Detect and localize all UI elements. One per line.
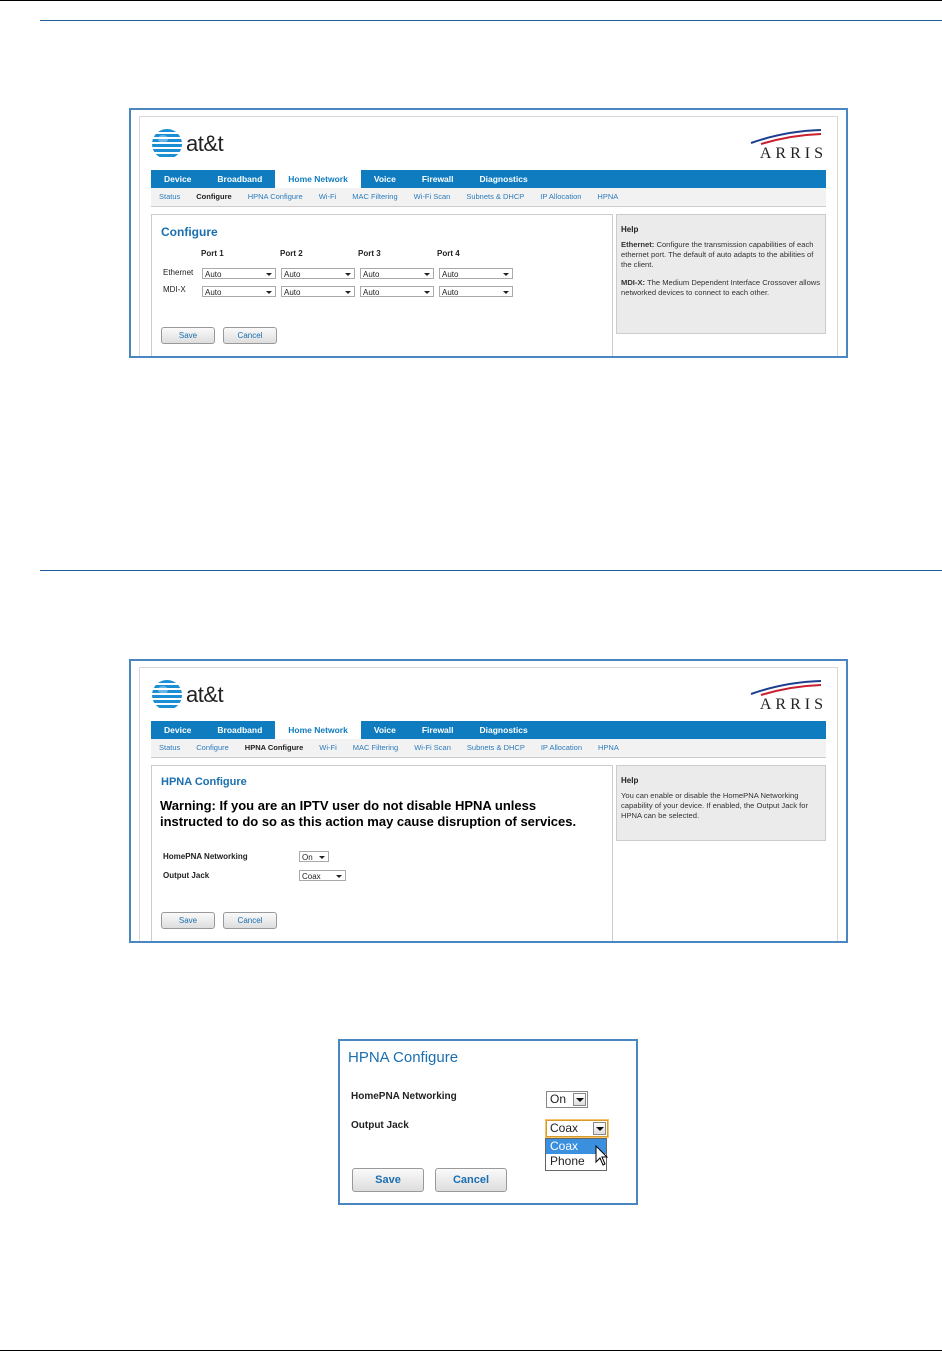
tab-home-network[interactable]: Home Network xyxy=(275,170,361,188)
tab-broadband[interactable]: Broadband xyxy=(217,725,263,735)
select-value: Auto xyxy=(442,270,459,279)
arris-logo xyxy=(747,129,827,163)
hpna-panel xyxy=(151,765,613,941)
option-coax[interactable]: Coax xyxy=(546,1139,606,1154)
subtab-status[interactable]: Status xyxy=(159,743,181,752)
select-value: Coax xyxy=(302,872,321,881)
homepna-networking-select[interactable] xyxy=(299,851,329,862)
hpna-page xyxy=(139,667,838,941)
help-panel xyxy=(616,765,826,841)
select-value: Coax xyxy=(550,1121,579,1135)
section-rule-1 xyxy=(40,20,942,21)
ethernet-port-1-select[interactable] xyxy=(202,268,276,279)
subtab-subnets-dhcp[interactable]: Subnets & DHCP xyxy=(466,743,525,752)
subtab-hpna-configure[interactable]: HPNA Configure xyxy=(244,743,304,752)
arris-swoosh-icon xyxy=(747,680,823,696)
hpna-screenshot xyxy=(129,659,848,943)
dropdown-arrow-icon xyxy=(503,291,509,294)
port-4-header: Port 4 xyxy=(437,249,460,258)
help-mdix-text: The Medium Dependent Interface Crossover allows networked devices to connect to each other. xyxy=(621,278,821,297)
output-jack-select[interactable] xyxy=(546,1120,608,1137)
cancel-button[interactable]: Cancel xyxy=(435,1168,507,1192)
att-wordmark: at&t xyxy=(186,131,224,156)
zoom-title: HPNA Configure xyxy=(348,1049,459,1066)
dropdown-arrow-icon xyxy=(266,291,272,294)
dropdown-arrow-icon xyxy=(345,273,351,276)
subtab-wifi[interactable]: Wi-Fi xyxy=(318,192,337,201)
select-value: Auto xyxy=(363,270,380,279)
subtab-hpna[interactable]: HPNA xyxy=(597,192,619,201)
tab-home-network[interactable]: Home Network xyxy=(275,721,361,739)
dropdown-arrow-icon xyxy=(573,1093,586,1106)
arris-swoosh-icon xyxy=(747,129,823,145)
att-globe-icon xyxy=(152,680,182,710)
dropdown-arrow-icon xyxy=(336,875,342,878)
help-mdix xyxy=(621,278,821,298)
help-panel xyxy=(616,214,826,334)
port-3-header: Port 3 xyxy=(358,249,381,258)
tab-voice[interactable]: Voice xyxy=(373,725,396,735)
tab-device[interactable]: Device xyxy=(164,174,192,184)
cancel-button[interactable]: Cancel xyxy=(223,912,277,929)
page-bottom-rule xyxy=(0,1350,942,1351)
select-value: Auto xyxy=(284,288,301,297)
configure-screenshot xyxy=(129,108,848,358)
homepna-networking-label: HomePNA Networking xyxy=(351,1091,457,1102)
subtab-wifi-scan[interactable]: Wi-Fi Scan xyxy=(414,743,451,752)
mouse-pointer-icon xyxy=(595,1145,609,1167)
output-jack-label: Output Jack xyxy=(351,1120,409,1131)
subtab-mac-filtering[interactable]: MAC Filtering xyxy=(352,192,398,201)
att-wordmark: at&t xyxy=(186,682,224,707)
help-ethernet-text: Configure the transmission capabilities of each ethernet port. The default of auto adapts to the abilities of the client. xyxy=(621,240,814,269)
select-value: On xyxy=(550,1092,567,1106)
select-value: Auto xyxy=(442,288,459,297)
tab-broadband[interactable]: Broadband xyxy=(217,174,263,184)
att-globe-icon xyxy=(152,129,182,159)
dropdown-arrow-icon xyxy=(319,856,325,859)
tab-firewall[interactable]: Firewall xyxy=(421,174,454,184)
subtab-configure[interactable]: Configure xyxy=(196,192,232,201)
help-title: Help xyxy=(621,225,639,234)
port-1-header: Port 1 xyxy=(201,249,224,258)
iptv-warning: Warning: If you are an IPTV user do not disable HPNA unless instructed to do so as this action may cause disruption of services. xyxy=(160,798,577,829)
help-text: You can enable or disable the HomePNA Networking capability of your device. If enabled, the Output Jack for HPNA can be selected. xyxy=(621,791,808,820)
help-ethernet xyxy=(621,240,821,270)
subtab-hpna-configure[interactable]: HPNA Configure xyxy=(247,192,303,201)
save-button[interactable]: Save xyxy=(161,327,215,344)
mdix-port-3-select[interactable] xyxy=(360,286,434,297)
main-nav xyxy=(151,170,826,188)
page-title: Configure xyxy=(161,225,218,239)
output-jack-select[interactable] xyxy=(299,870,346,881)
configure-panel xyxy=(151,214,613,356)
ethernet-port-2-select[interactable] xyxy=(281,268,355,279)
port-2-header: Port 2 xyxy=(280,249,303,258)
save-button[interactable]: Save xyxy=(352,1168,424,1192)
main-nav xyxy=(151,721,826,739)
homepna-networking-select[interactable] xyxy=(546,1091,588,1108)
select-value: Auto xyxy=(363,288,380,297)
subtab-wifi-scan[interactable]: Wi-Fi Scan xyxy=(413,192,451,201)
tab-firewall[interactable]: Firewall xyxy=(421,725,454,735)
arris-logo xyxy=(747,680,827,714)
homepna-networking-label: HomePNA Networking xyxy=(163,852,248,861)
subtab-mac-filtering[interactable]: MAC Filtering xyxy=(352,743,399,752)
mdix-port-2-select[interactable] xyxy=(281,286,355,297)
arris-wordmark: ARRIS xyxy=(759,696,827,713)
help-title: Help xyxy=(621,776,639,785)
configure-page xyxy=(139,116,838,356)
select-value: Auto xyxy=(205,288,222,297)
arris-wordmark: ARRIS xyxy=(759,145,827,162)
sub-nav xyxy=(151,188,826,207)
ethernet-port-4-select[interactable] xyxy=(439,268,513,279)
subtab-hpna[interactable]: HPNA xyxy=(597,743,619,752)
subtab-ip-allocation[interactable]: IP Allocation xyxy=(540,743,582,752)
att-logo xyxy=(152,129,223,159)
dropdown-arrow-icon xyxy=(593,1122,606,1135)
option-phone[interactable]: Phone xyxy=(550,1154,585,1168)
tab-device[interactable]: Device xyxy=(164,725,192,735)
tab-diagnostics[interactable]: Diagnostics xyxy=(479,725,528,735)
subtab-configure[interactable]: Configure xyxy=(196,743,229,752)
sub-nav xyxy=(151,739,826,758)
subtab-ip-allocation[interactable]: IP Allocation xyxy=(540,192,582,201)
att-logo xyxy=(152,680,223,710)
cancel-button[interactable]: Cancel xyxy=(223,327,277,344)
tab-diagnostics[interactable]: Diagnostics xyxy=(479,174,528,184)
dropdown-arrow-icon xyxy=(266,273,272,276)
select-value: Auto xyxy=(205,270,222,279)
select-value: On xyxy=(302,853,313,862)
tab-voice[interactable]: Voice xyxy=(373,174,396,184)
ethernet-port-3-select[interactable] xyxy=(360,268,434,279)
save-button[interactable]: Save xyxy=(161,912,215,929)
page-top-rule xyxy=(0,0,942,1)
ethernet-label: Ethernet xyxy=(163,268,194,277)
dropdown-arrow-icon xyxy=(345,291,351,294)
mdix-port-4-select[interactable] xyxy=(439,286,513,297)
subtab-status[interactable]: Status xyxy=(159,192,181,201)
dropdown-arrow-icon xyxy=(503,273,509,276)
mdix-label: MDI-X xyxy=(163,285,186,294)
mdix-port-1-select[interactable] xyxy=(202,286,276,297)
section-rule-2 xyxy=(40,570,942,571)
page-title: HPNA Configure xyxy=(161,776,247,788)
help-ethernet-term: Ethernet: xyxy=(621,240,655,249)
output-jack-label: Output Jack xyxy=(163,871,210,880)
help-mdix-term: MDI-X: xyxy=(621,278,646,287)
dropdown-arrow-icon xyxy=(424,291,430,294)
subtab-subnets-dhcp[interactable]: Subnets & DHCP xyxy=(466,192,525,201)
select-value: Auto xyxy=(284,270,301,279)
dropdown-arrow-icon xyxy=(424,273,430,276)
subtab-wifi[interactable]: Wi-Fi xyxy=(319,743,337,752)
